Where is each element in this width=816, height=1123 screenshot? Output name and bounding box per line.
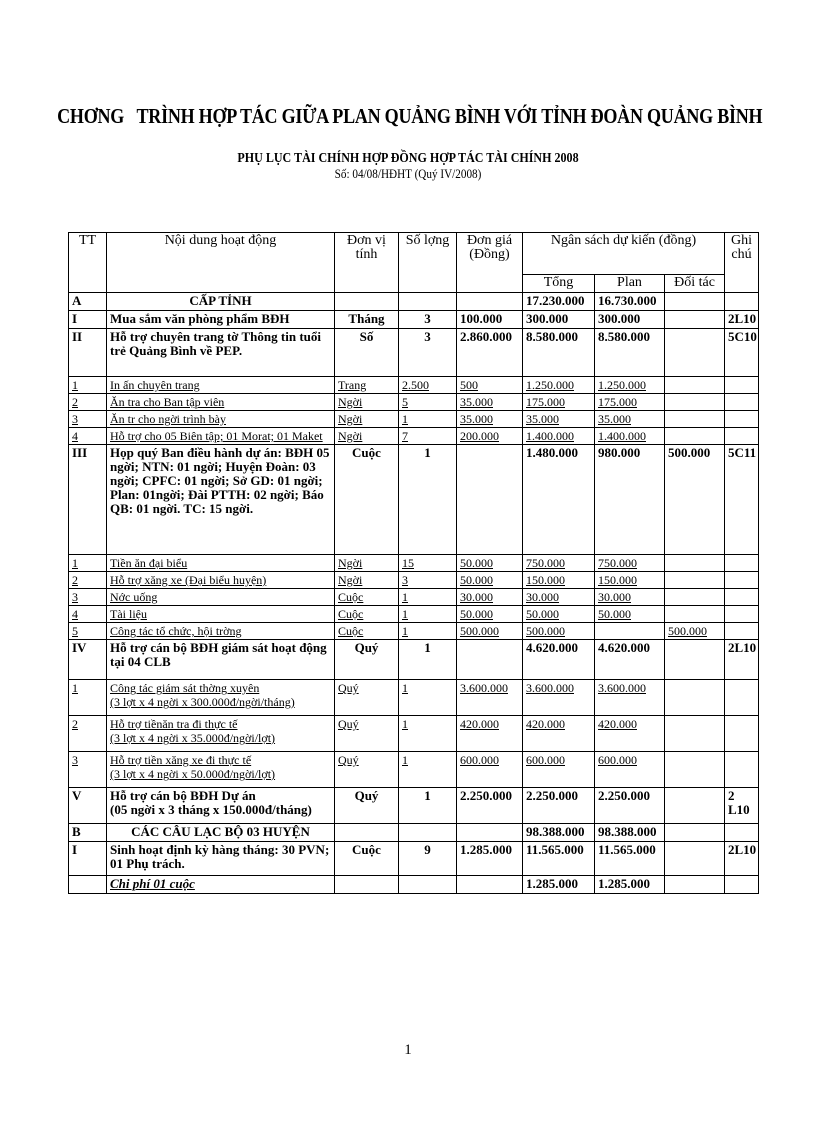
- cell-note: [725, 606, 759, 623]
- cell-total: 4.620.000: [523, 640, 595, 680]
- cell-partner: 500.000: [665, 623, 725, 640]
- cell-plan: 50.000: [595, 606, 665, 623]
- cell-content: Mua sắm văn phòng phẩm BĐH: [107, 311, 335, 329]
- cell-partner: [665, 329, 725, 377]
- cell-plan: 8.580.000: [595, 329, 665, 377]
- cell-content: Công tác tổ chức, hội trờng: [107, 623, 335, 640]
- table-row: [69, 640, 759, 680]
- cell-price: 600.000: [457, 752, 523, 788]
- table-row: [69, 394, 759, 411]
- cell-qty: 7: [399, 428, 457, 445]
- cell-price: [457, 445, 523, 555]
- cell-content: Tài liệu: [107, 606, 335, 623]
- cell-unit: Quý: [335, 752, 399, 788]
- cell-tt: 4: [69, 428, 107, 445]
- table-row: [69, 876, 759, 894]
- cell-price: 50.000: [457, 555, 523, 572]
- cell-plan: 4.620.000: [595, 640, 665, 680]
- cell-qty: 1: [399, 623, 457, 640]
- cell-partner: [665, 640, 725, 680]
- header-price: Đơn giá (Đồng): [457, 233, 523, 293]
- cell-price: 2.860.000: [457, 329, 523, 377]
- cell-partner: [665, 680, 725, 716]
- cell-qty: 1: [399, 788, 457, 824]
- cell-tt: III: [69, 445, 107, 555]
- document-subtitle: PHỤ LỤC TÀI CHÍNH HỢP ĐỒNG HỢP TÁC TÀI CHÍNH 2008: [237, 151, 579, 166]
- cell-tt: 3: [69, 411, 107, 428]
- page-number: 1: [404, 1042, 412, 1058]
- cell-qty: 1: [399, 680, 457, 716]
- cell-total: 1.400.000: [523, 428, 595, 445]
- cell-content: Tiền ăn đại biểu: [107, 555, 335, 572]
- table-row: [69, 572, 759, 589]
- cell-note: 2 L10: [725, 788, 759, 824]
- header-qty: Số lợng: [399, 233, 457, 293]
- cell-total: 50.000: [523, 606, 595, 623]
- table-row: [69, 293, 759, 311]
- cell-note: [725, 876, 759, 894]
- cell-plan: 150.000: [595, 572, 665, 589]
- cell-content: CẤP TỈNH: [107, 293, 335, 311]
- cell-qty: 1: [399, 445, 457, 555]
- cell-qty: 3: [399, 329, 457, 377]
- cell-plan: 16.730.000: [595, 293, 665, 311]
- cell-content: Nớc uống: [107, 589, 335, 606]
- cell-total: 150.000: [523, 572, 595, 589]
- cell-unit: Trang: [335, 377, 399, 394]
- cell-unit: Ngời: [335, 394, 399, 411]
- cell-price: [457, 876, 523, 894]
- cell-unit: Cuộc: [335, 606, 399, 623]
- cell-price: 420.000: [457, 716, 523, 752]
- cell-note: 5C11: [725, 445, 759, 555]
- cell-unit: [335, 293, 399, 311]
- cell-note: [725, 377, 759, 394]
- cell-content: Ăn tr cho ngời trình bày: [107, 411, 335, 428]
- cell-tt: 2: [69, 716, 107, 752]
- table-row: [69, 752, 759, 788]
- cell-qty: 1: [399, 640, 457, 680]
- cell-partner: [665, 311, 725, 329]
- cell-price: 30.000: [457, 589, 523, 606]
- cell-partner: [665, 752, 725, 788]
- cell-content: CÁC CÂU LẠC BỘ 03 HUYỆN: [107, 824, 335, 842]
- cell-content: In ấn chuyên trang: [107, 377, 335, 394]
- cell-price: 200.000: [457, 428, 523, 445]
- cell-total: 600.000: [523, 752, 595, 788]
- cell-total: 30.000: [523, 589, 595, 606]
- cell-partner: [665, 824, 725, 842]
- table-row: [69, 311, 759, 329]
- cell-tt: 4: [69, 606, 107, 623]
- cell-content: Hỗ trợ xăng xe (Đại biểu huyện): [107, 572, 335, 589]
- table-row: [69, 411, 759, 428]
- document-title: CHƠNG TRÌNH HỢP TÁC GIỮA PLAN QUẢNG BÌNH VỚI TỈNH ĐOÀN QUẢNG BÌNH: [57, 104, 763, 128]
- cell-note: [725, 716, 759, 752]
- cell-tt: 2: [69, 394, 107, 411]
- cell-unit: Cuộc: [335, 445, 399, 555]
- budget-table: [68, 232, 759, 894]
- cell-total: 35.000: [523, 411, 595, 428]
- cell-tt: 2: [69, 572, 107, 589]
- cell-tt: IV: [69, 640, 107, 680]
- cell-price: 35.000: [457, 411, 523, 428]
- cell-plan: 1.400.000: [595, 428, 665, 445]
- cell-unit: [335, 824, 399, 842]
- cell-qty: 5: [399, 394, 457, 411]
- cell-content: Hỗ trợ tiền xăng xe đi thực tế (3 lợt x 4 ngời x 50.000đ/ngời/lợt): [107, 752, 335, 788]
- cell-plan: 980.000: [595, 445, 665, 555]
- cell-note: [725, 394, 759, 411]
- cell-unit: Cuộc: [335, 842, 399, 876]
- cell-tt: I: [69, 842, 107, 876]
- cell-price: 100.000: [457, 311, 523, 329]
- cell-total: 17.230.000: [523, 293, 595, 311]
- table-row: [69, 842, 759, 876]
- header-unit: Đơn vị tính: [335, 233, 399, 293]
- cell-price: [457, 824, 523, 842]
- cell-tt: I: [69, 311, 107, 329]
- cell-plan: 98.388.000: [595, 824, 665, 842]
- cell-total: 1.480.000: [523, 445, 595, 555]
- table-body: [69, 293, 759, 894]
- cell-partner: [665, 572, 725, 589]
- cell-partner: [665, 876, 725, 894]
- cell-plan: 175.000: [595, 394, 665, 411]
- header-content: Nội dung hoạt động: [107, 233, 335, 293]
- cell-note: 2L10: [725, 842, 759, 876]
- cell-tt: A: [69, 293, 107, 311]
- cell-note: [725, 623, 759, 640]
- cell-unit: [335, 876, 399, 894]
- table-row: [69, 377, 759, 394]
- table-row: [69, 606, 759, 623]
- cell-total: 300.000: [523, 311, 595, 329]
- cell-qty: [399, 876, 457, 894]
- table-row: [69, 680, 759, 716]
- cell-partner: [665, 555, 725, 572]
- cell-qty: 1: [399, 589, 457, 606]
- cell-note: 5C10: [725, 329, 759, 377]
- cell-partner: [665, 606, 725, 623]
- cell-note: [725, 555, 759, 572]
- cell-price: 1.285.000: [457, 842, 523, 876]
- cell-unit: Số: [335, 329, 399, 377]
- cell-qty: 3: [399, 572, 457, 589]
- cell-unit: Tháng: [335, 311, 399, 329]
- cell-unit: Ngời: [335, 572, 399, 589]
- cell-price: 3.600.000: [457, 680, 523, 716]
- cell-unit: Ngời: [335, 555, 399, 572]
- cell-total: 2.250.000: [523, 788, 595, 824]
- cell-content: Công tác giám sát thờng xuyên (3 lợt x 4 ngời x 300.000đ/ngời/tháng): [107, 680, 335, 716]
- cell-note: [725, 572, 759, 589]
- cell-unit: Ngời: [335, 428, 399, 445]
- cell-content: Hỗ trợ cán bộ BĐH giám sát hoạt động tại 04 CLB: [107, 640, 335, 680]
- cell-partner: [665, 589, 725, 606]
- cell-note: [725, 428, 759, 445]
- cell-tt: II: [69, 329, 107, 377]
- cell-price: 50.000: [457, 572, 523, 589]
- header-budget: Ngân sách dự kiến (đồng): [523, 233, 725, 275]
- cell-total: 420.000: [523, 716, 595, 752]
- cell-qty: 1: [399, 716, 457, 752]
- header-plan: Plan: [595, 275, 665, 293]
- cell-plan: 600.000: [595, 752, 665, 788]
- cell-unit: Quý: [335, 788, 399, 824]
- cell-unit: Quý: [335, 716, 399, 752]
- cell-tt: 3: [69, 589, 107, 606]
- cell-qty: 9: [399, 842, 457, 876]
- cell-price: 35.000: [457, 394, 523, 411]
- cell-qty: 2.500: [399, 377, 457, 394]
- header-tt: TT: [69, 233, 107, 293]
- cell-unit: Quý: [335, 640, 399, 680]
- table-row: [69, 329, 759, 377]
- cell-plan: 1.250.000: [595, 377, 665, 394]
- cell-qty: [399, 824, 457, 842]
- cell-partner: [665, 377, 725, 394]
- table-row: [69, 428, 759, 445]
- header-partner: Đối tác: [665, 275, 725, 293]
- cell-tt: V: [69, 788, 107, 824]
- cell-note: [725, 680, 759, 716]
- cell-partner: [665, 716, 725, 752]
- cell-qty: 1: [399, 411, 457, 428]
- cell-tt: 1: [69, 555, 107, 572]
- table-row: [69, 589, 759, 606]
- cell-total: 1.285.000: [523, 876, 595, 894]
- table-row: [69, 623, 759, 640]
- cell-total: 750.000: [523, 555, 595, 572]
- cell-note: 2L10: [725, 311, 759, 329]
- cell-plan: 300.000: [595, 311, 665, 329]
- cell-price: 500: [457, 377, 523, 394]
- header-total: Tổng: [523, 275, 595, 293]
- cell-tt: 3: [69, 752, 107, 788]
- cell-price: 2.250.000: [457, 788, 523, 824]
- cell-plan: 750.000: [595, 555, 665, 572]
- cell-plan: 2.250.000: [595, 788, 665, 824]
- cell-total: 8.580.000: [523, 329, 595, 377]
- cell-plan: 3.600.000: [595, 680, 665, 716]
- cell-tt: 1: [69, 377, 107, 394]
- cell-price: 50.000: [457, 606, 523, 623]
- cell-partner: [665, 842, 725, 876]
- table-row: [69, 716, 759, 752]
- header-note: Ghi chú: [725, 233, 759, 293]
- cell-qty: 15: [399, 555, 457, 572]
- cell-unit: Cuộc: [335, 623, 399, 640]
- table-row: [69, 555, 759, 572]
- cell-total: 175.000: [523, 394, 595, 411]
- cell-qty: 3: [399, 311, 457, 329]
- cell-partner: 500.000: [665, 445, 725, 555]
- cell-partner: [665, 411, 725, 428]
- cell-qty: [399, 293, 457, 311]
- cell-unit: Cuộc: [335, 589, 399, 606]
- cell-content: Chi phí 01 cuộc: [107, 876, 335, 894]
- cell-unit: Quý: [335, 680, 399, 716]
- cell-content: Hỗ trợ tiềnăn tra đi thực tế (3 lợt x 4 ngời x 35.000đ/ngời/lợt): [107, 716, 335, 752]
- cell-note: [725, 824, 759, 842]
- cell-tt: B: [69, 824, 107, 842]
- cell-content: Họp quý Ban điều hành dự án: BĐH 05 ngời; NTN: 01 ngời; Huyện Đoàn: 03 ngời; CPFC: 01 ngời; Sở GD: 01 ngời; Plan: 01ngời; Đài PTTH: 02 ngời; Báo QB: 01 ngời. TC: 15 ngời.: [107, 445, 335, 555]
- contract-number: Số: 04/08/HĐHT (Quý IV/2008): [334, 166, 482, 181]
- cell-partner: [665, 788, 725, 824]
- table-row: [69, 824, 759, 842]
- cell-total: 11.565.000: [523, 842, 595, 876]
- cell-price: [457, 640, 523, 680]
- cell-note: [725, 411, 759, 428]
- cell-plan: 35.000: [595, 411, 665, 428]
- cell-note: [725, 752, 759, 788]
- cell-total: 98.388.000: [523, 824, 595, 842]
- cell-content: Hỗ trợ chuyên trang tờ Thông tin tuổi trẻ Quảng Bình về PEP.: [107, 329, 335, 377]
- cell-total: 1.250.000: [523, 377, 595, 394]
- cell-qty: 1: [399, 752, 457, 788]
- cell-tt: 5: [69, 623, 107, 640]
- cell-tt: 1: [69, 680, 107, 716]
- cell-note: [725, 589, 759, 606]
- cell-content: Hỗ trợ cho 05 Biên tập; 01 Morat; 01 Maket: [107, 428, 335, 445]
- cell-unit: Ngời: [335, 411, 399, 428]
- cell-partner: [665, 394, 725, 411]
- cell-total: 3.600.000: [523, 680, 595, 716]
- cell-qty: 1: [399, 606, 457, 623]
- cell-partner: [665, 293, 725, 311]
- cell-total: 500.000: [523, 623, 595, 640]
- table-row: [69, 788, 759, 824]
- cell-plan: 11.565.000: [595, 842, 665, 876]
- table-row: [69, 445, 759, 555]
- cell-content: Ăn tra cho Ban tập viên: [107, 394, 335, 411]
- cell-note: [725, 293, 759, 311]
- cell-partner: [665, 428, 725, 445]
- cell-content: Hỗ trợ cán bộ BĐH Dự án (05 ngời x 3 tháng x 150.000đ/tháng): [107, 788, 335, 824]
- cell-price: 500.000: [457, 623, 523, 640]
- cell-plan: 420.000: [595, 716, 665, 752]
- cell-plan: 1.285.000: [595, 876, 665, 894]
- cell-plan: [595, 623, 665, 640]
- cell-tt: [69, 876, 107, 894]
- cell-price: [457, 293, 523, 311]
- cell-plan: 30.000: [595, 589, 665, 606]
- cell-content: Sinh hoạt định kỳ hàng tháng: 30 PVN; 01 Phụ trách.: [107, 842, 335, 876]
- cell-note: 2L10: [725, 640, 759, 680]
